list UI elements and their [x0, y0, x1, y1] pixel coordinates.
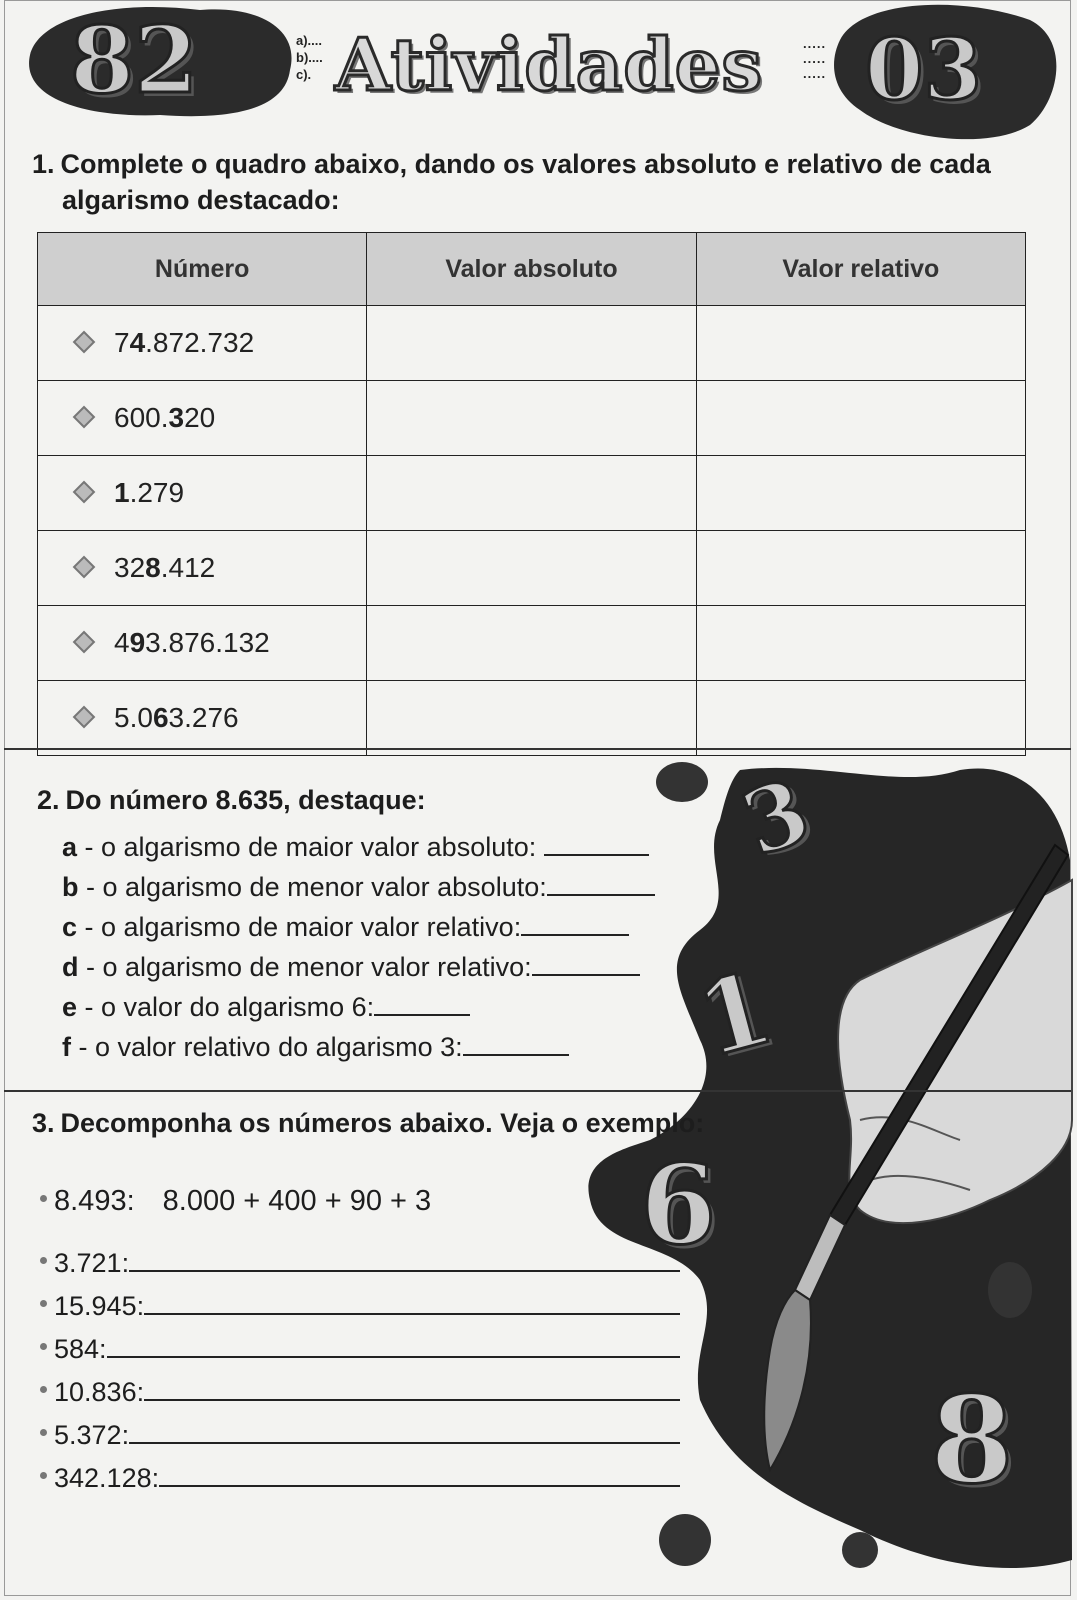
number-cell: 600.320 — [38, 381, 367, 456]
table-row — [38, 681, 1026, 756]
diamond-bullet-icon — [73, 630, 96, 653]
table-row — [38, 306, 1026, 381]
highlighted-digit: 3 — [168, 402, 185, 433]
header-deco-right-number: 03 — [865, 20, 982, 119]
question-2-text: Do número 8.635, destaque: — [65, 785, 426, 815]
question-2-number: 2. — [37, 785, 60, 815]
number-cell: 1.279 — [38, 456, 367, 531]
question-2-item-c: c - o algarismo de maior valor relativo: — [62, 910, 629, 943]
decomposition-item: 584: — [40, 1332, 680, 1365]
number-cell: 5.063.276 — [38, 681, 367, 756]
diamond-bullet-icon — [73, 705, 96, 728]
absolute-value-answer-cell[interactable] — [367, 381, 696, 456]
decomposition-item: 15.945: — [40, 1289, 680, 1322]
header-line-a: a).... — [296, 33, 323, 48]
bullet-icon — [40, 1429, 47, 1436]
table-row — [38, 606, 1026, 681]
answer-blank[interactable] — [129, 1246, 680, 1272]
section-divider — [4, 1090, 1071, 1092]
answer-blank[interactable] — [374, 990, 470, 1016]
relative-value-answer-cell[interactable] — [696, 306, 1025, 381]
header-line-c: c). — [296, 67, 312, 82]
number-cell: 493.876.132 — [38, 606, 367, 681]
paint-drop — [656, 762, 708, 802]
answer-blank[interactable] — [144, 1375, 680, 1401]
diamond-bullet-icon — [73, 405, 96, 428]
question-3-number: 3. — [32, 1108, 55, 1138]
relative-value-answer-cell[interactable] — [696, 681, 1025, 756]
header-deco-left-number: 82 — [70, 6, 199, 114]
header-right-line: ..... — [803, 51, 827, 66]
column-header-valor-absoluto: Valor absoluto — [367, 233, 696, 306]
section-divider — [4, 748, 1071, 750]
question-1-heading — [32, 146, 991, 218]
header-right-lines — [803, 36, 826, 81]
page-title: Atividades — [335, 22, 764, 107]
absolute-value-answer-cell[interactable] — [367, 531, 696, 606]
number-cell: 328.412 — [38, 531, 367, 606]
illustration-digit-1: 1 — [685, 948, 784, 1080]
paint-drop — [842, 1532, 878, 1568]
illustration-digit-6: 6 — [640, 1140, 717, 1269]
table-row — [38, 381, 1026, 456]
question-2-item-a: a - o algarismo de maior valor absoluto: — [62, 830, 649, 863]
question-1-text-line1: Complete o quadro abaixo, dando os valores absoluto e relativo de cada — [60, 149, 991, 179]
diamond-bullet-icon — [73, 480, 96, 503]
bullet-icon — [40, 1300, 47, 1307]
header-left-lines — [296, 32, 323, 83]
answer-blank[interactable] — [532, 950, 640, 976]
absolute-value-answer-cell[interactable] — [367, 456, 696, 531]
bullet-icon — [40, 1257, 47, 1264]
question-1-text-line2: algarismo destacado: — [62, 185, 340, 215]
column-header-valor-relativo: Valor relativo — [696, 233, 1025, 306]
answer-blank[interactable] — [159, 1461, 680, 1487]
answer-blank[interactable] — [144, 1289, 680, 1315]
question-3-heading — [32, 1105, 704, 1141]
question-2-item-f: f - o valor relativo do algarismo 3: — [62, 1030, 569, 1063]
absolute-value-answer-cell[interactable] — [367, 306, 696, 381]
table-row — [38, 456, 1026, 531]
absolute-value-answer-cell[interactable] — [367, 681, 696, 756]
highlighted-digit: 1 — [114, 477, 130, 508]
header-line-b: b).... — [296, 50, 323, 65]
relative-value-answer-cell[interactable] — [696, 381, 1025, 456]
highlighted-digit: 8 — [145, 552, 161, 583]
highlighted-digit: 9 — [129, 627, 146, 658]
answer-blank[interactable] — [107, 1332, 680, 1358]
decomposition-item: 5.372: — [40, 1418, 680, 1451]
paint-drop — [988, 1262, 1032, 1318]
table-row — [38, 531, 1026, 606]
question-3-text: Decomponha os números abaixo. Veja o exemplo: — [60, 1108, 705, 1138]
illustration-digit-3: 3 — [729, 757, 823, 877]
values-table — [37, 232, 1026, 756]
answer-blank[interactable] — [547, 870, 655, 896]
question-3-example: 8.493: 8.000 + 400 + 90 + 3 — [40, 1185, 431, 1218]
absolute-value-answer-cell[interactable] — [367, 606, 696, 681]
question-2-item-e: e - o valor do algarismo 6: — [62, 990, 470, 1023]
question-2-heading — [37, 782, 426, 818]
bullet-icon — [40, 1472, 47, 1479]
answer-blank[interactable] — [544, 830, 649, 856]
header-right-line: ..... — [803, 66, 827, 81]
diamond-bullet-icon — [73, 555, 96, 578]
highlighted-digit: 6 — [152, 702, 169, 733]
question-2-item-d: d - o algarismo de menor valor relativo: — [62, 950, 640, 983]
question-1-number: 1. — [32, 149, 55, 179]
relative-value-answer-cell[interactable] — [696, 531, 1025, 606]
answer-blank[interactable] — [463, 1030, 569, 1056]
column-header-numero: Número — [38, 233, 367, 306]
paint-drop — [659, 1514, 711, 1566]
question-2-item-b: b - o algarismo de menor valor absoluto: — [62, 870, 655, 903]
bullet-icon — [40, 1386, 47, 1393]
highlighted-digit: 4 — [129, 327, 146, 358]
bullet-icon — [40, 1343, 47, 1350]
table-header-row — [38, 233, 1026, 306]
decomposition-item: 3.721: — [40, 1246, 680, 1279]
bullet-icon — [40, 1195, 47, 1202]
illustration-digit-8: 8 — [930, 1370, 1014, 1511]
number-cell: 74.872.732 — [38, 306, 367, 381]
decomposition-item: 342.128: — [40, 1461, 680, 1494]
header-right-line: ..... — [803, 36, 827, 51]
answer-blank[interactable] — [129, 1418, 680, 1444]
relative-value-answer-cell[interactable] — [696, 606, 1025, 681]
decomposition-item: 10.836: — [40, 1375, 680, 1408]
diamond-bullet-icon — [73, 330, 96, 353]
answer-blank[interactable] — [521, 910, 629, 936]
relative-value-answer-cell[interactable] — [696, 456, 1025, 531]
